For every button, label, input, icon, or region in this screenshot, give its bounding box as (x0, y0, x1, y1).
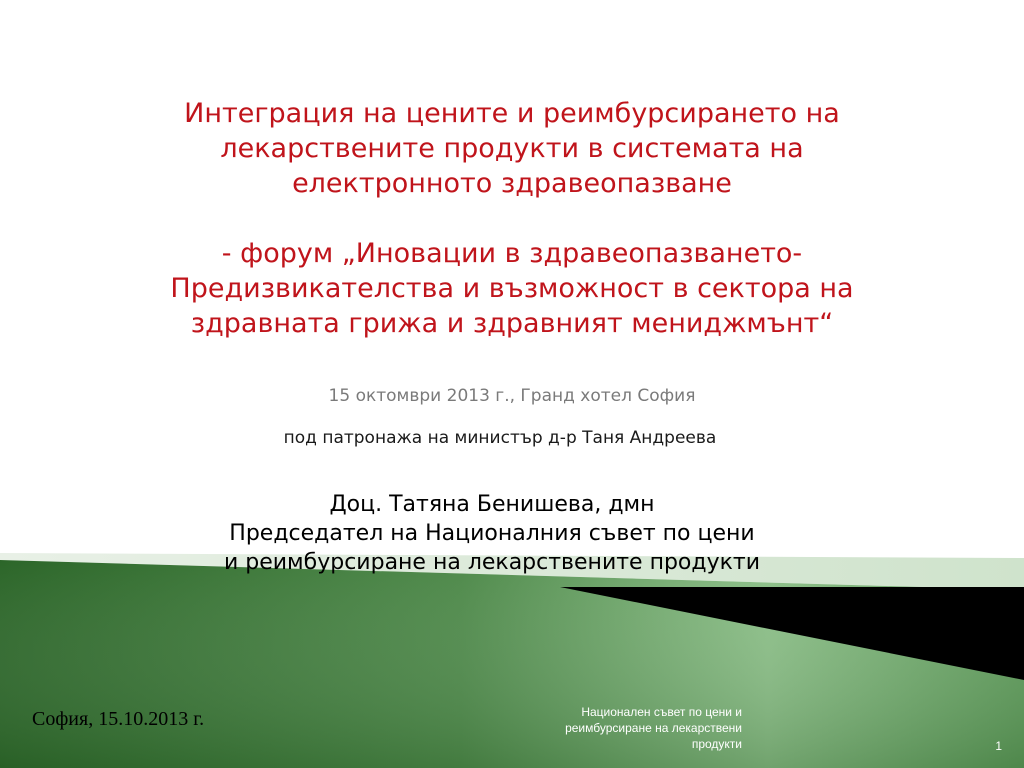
footer-org-line: реимбурсиране на лекарствени (565, 721, 742, 735)
title-line: лекарствените продукти в системата на (220, 133, 804, 164)
title-line: Предизвикателства и възможност в сектора на (170, 273, 854, 304)
title-line: Интеграция на цените и реимбурсирането на (184, 98, 840, 129)
footer-organization (520, 704, 742, 752)
footer-org-line: Национален съвет по цени и (581, 705, 742, 719)
title-line: електронното здравеопазване (292, 168, 732, 199)
author-position: Председател на Националния съвет по цени (229, 521, 755, 546)
footer-org-line: продукти (691, 737, 742, 751)
title-line: - форум „Иновации в здравеопазването- (221, 238, 803, 269)
title-spacer (100, 201, 924, 236)
author-position-cont: и реимбурсиране на лекарствените продукти (223, 550, 761, 575)
event-date-place: 15 октомври 2013 г., Гранд хотел София (328, 386, 696, 406)
author-name: Доц. Татяна Бенишева, дмн (329, 492, 655, 517)
author-block (100, 490, 884, 577)
patronage-text: под патронажа на министър д-р Таня Андреева (283, 428, 717, 448)
slide-title (100, 96, 924, 341)
date-place: София, 15.10.2013 г. (32, 708, 205, 730)
title-line: здравната грижа и здравният мениджмънт“ (190, 308, 834, 339)
page-number: 1 (995, 739, 1002, 753)
